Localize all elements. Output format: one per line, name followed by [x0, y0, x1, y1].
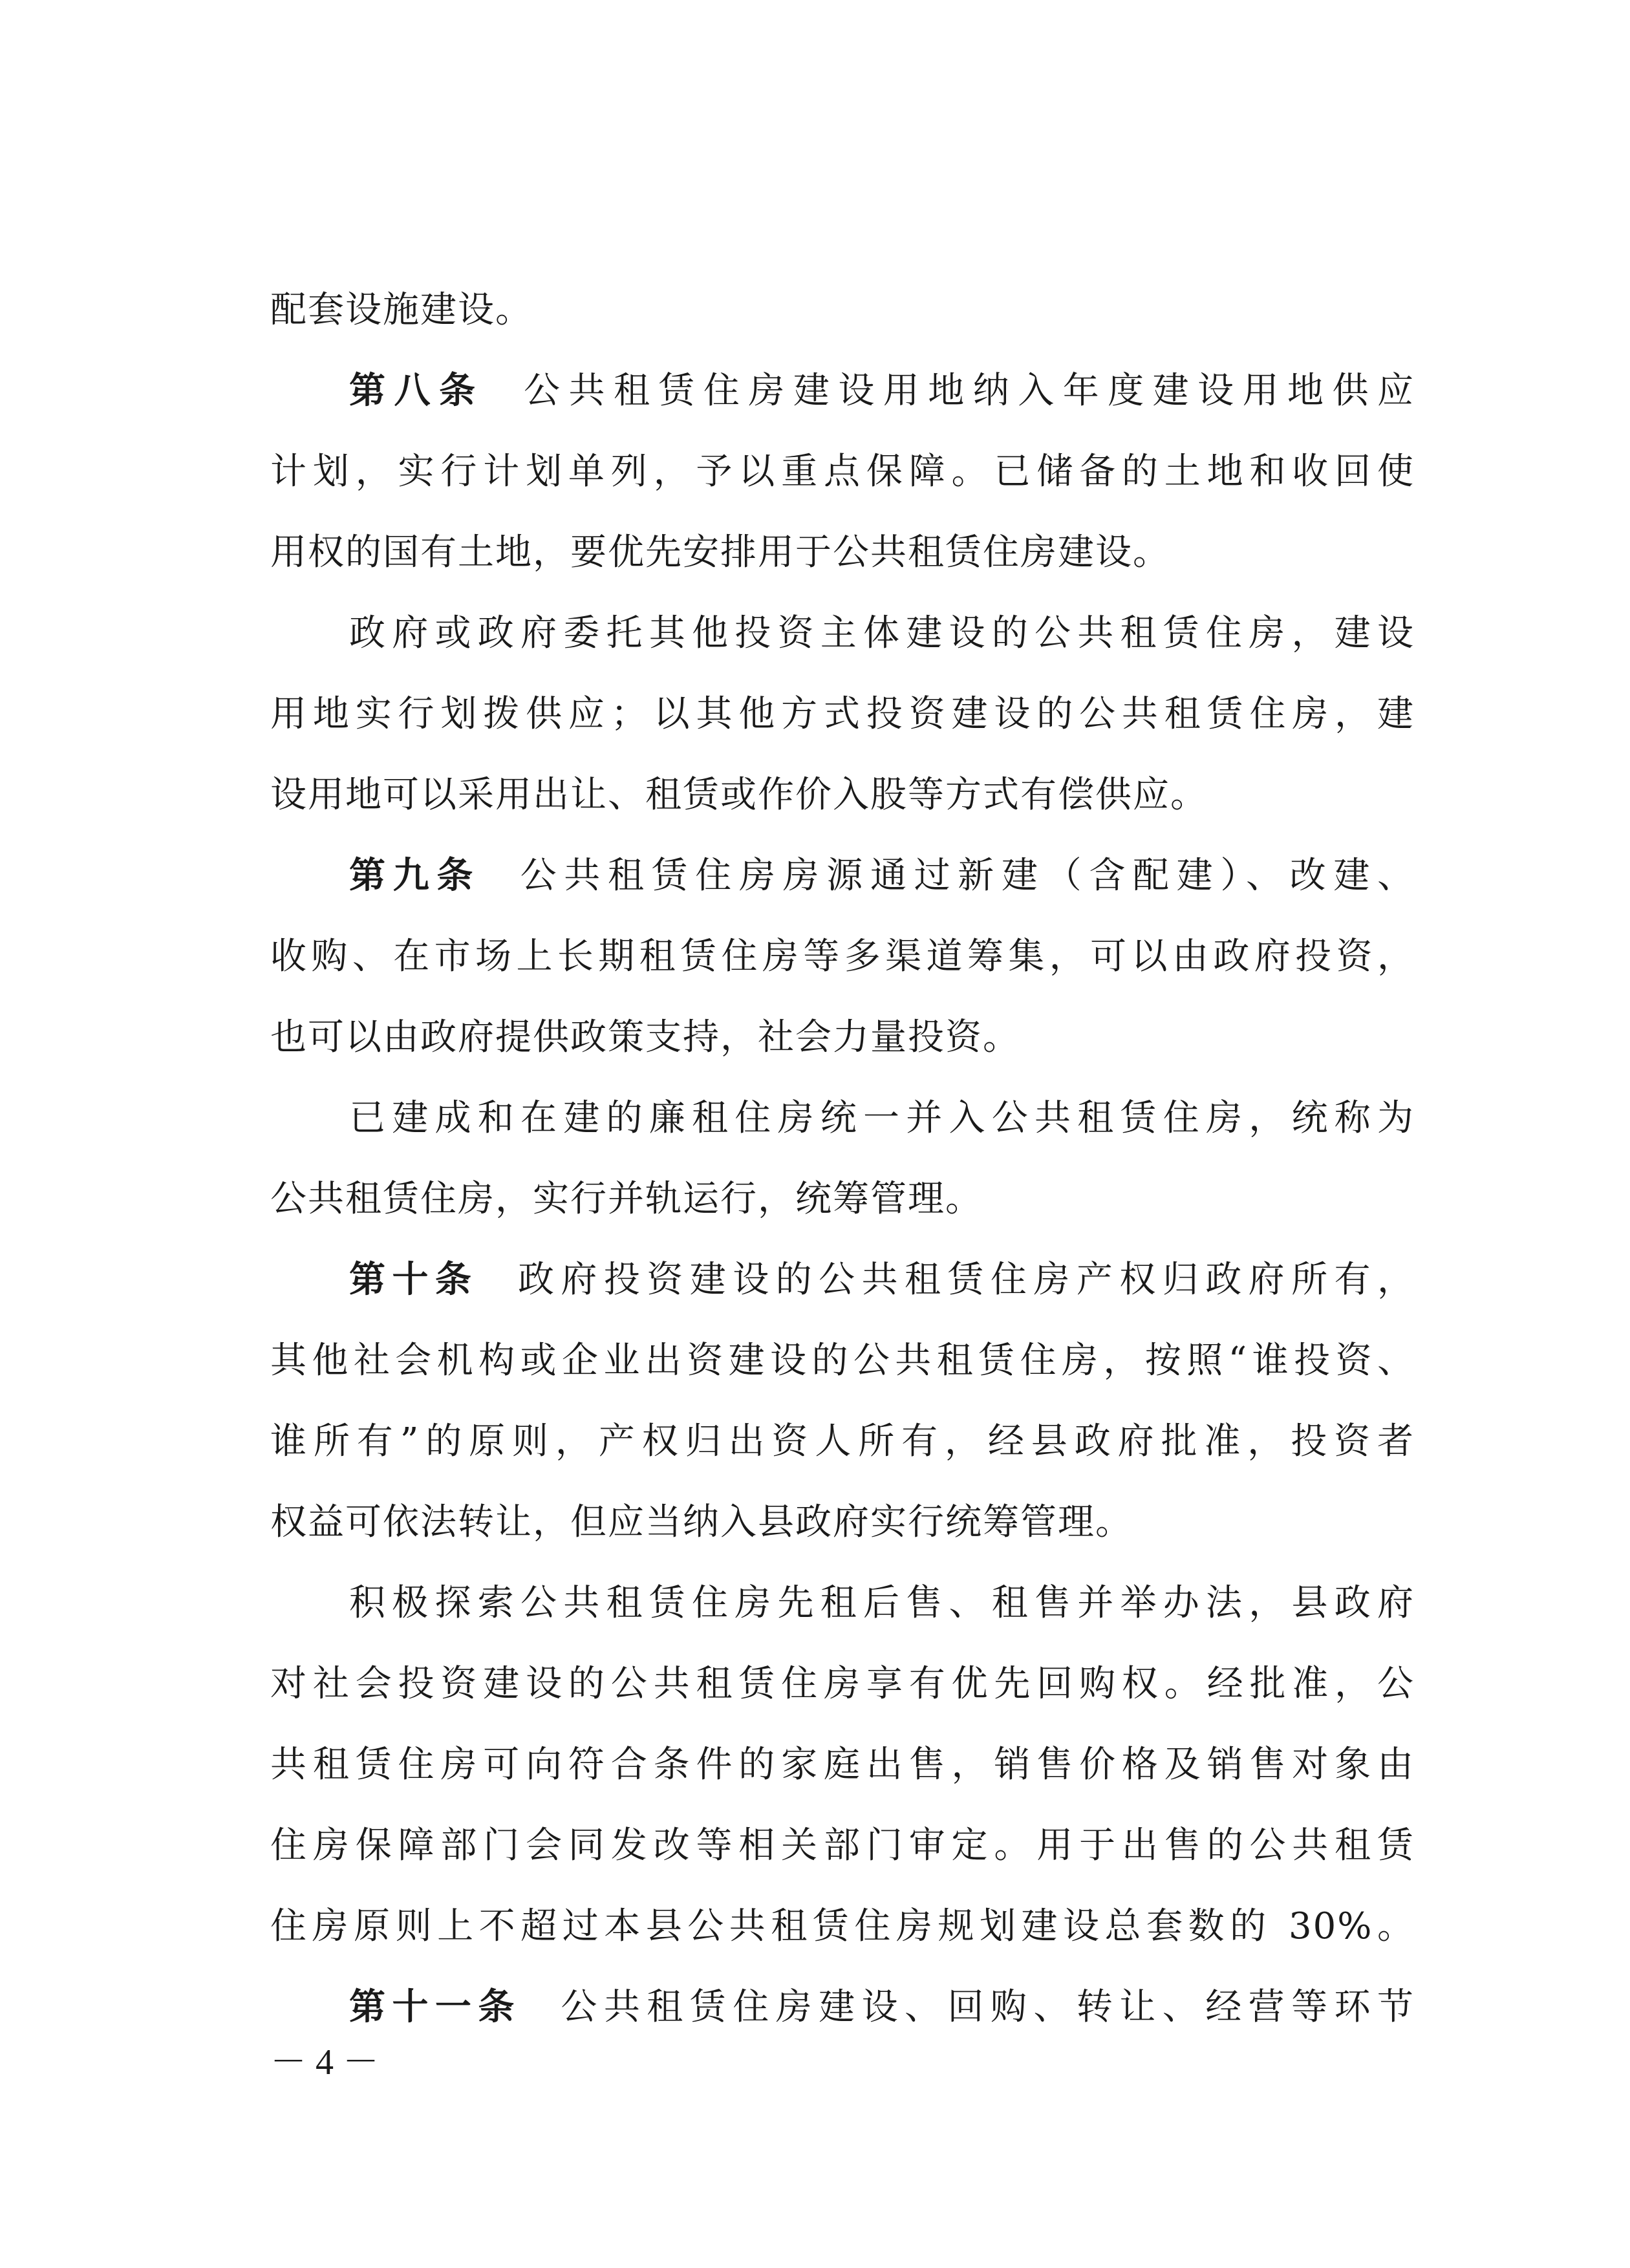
body-line [270, 1490, 1415, 1555]
line-text: 配套设施建设。 [270, 289, 533, 331]
line-text: 用地实行划拨供应；以其他方式投资建设的公共租赁住房，建 [270, 693, 1415, 735]
line-text: 计划，实行计划单列，予以重点保障。已储备的土地和收回使 [270, 451, 1415, 493]
line-text: 政府或政府委托其他投资主体建设的公共租赁住房，建设 [349, 612, 1415, 654]
article-number: 第十一条 [349, 1986, 521, 2028]
line-text: 公共租赁住房建设、回购、转让、经营等环节 [561, 1986, 1415, 2028]
line-text: 权益可依法转让，但应当纳入县政府实行统筹管理。 [270, 1501, 1133, 1543]
body-line [270, 682, 1415, 747]
line-text: 对社会投资建设的公共租赁住房享有优先回购权。经批准，公 [270, 1663, 1415, 1705]
body-line [270, 1813, 1415, 1878]
body-line [270, 278, 1415, 343]
line-text: 其他社会机构或企业出资建设的公共租赁住房，按照“谁投资、 [270, 1340, 1415, 1382]
line-text: 已建成和在建的廉租住房统一并入公共租赁住房，统称为 [349, 1097, 1415, 1139]
line-text: 公共租赁住房，实行并轨运行，统筹管理。 [270, 1178, 983, 1220]
body-line [270, 1167, 1415, 1232]
body-line [270, 1652, 1415, 1717]
article-number: 第十条 [349, 1259, 478, 1301]
article-number: 第八条 [349, 370, 484, 412]
body-line [270, 1409, 1415, 1474]
article-heading-line [349, 359, 1415, 423]
line-text: 积极探索公共租赁住房先租后售、租售并举办法，县政府 [349, 1582, 1415, 1624]
line-text: 共租赁住房可向符合条件的家庭出售，销售价格及销售对象由 [270, 1744, 1415, 1786]
line-text: 住房原则上不超过本县公共租赁住房规划建设总套数的 30%。 [270, 1905, 1415, 1947]
body-line [270, 520, 1415, 585]
body-line [270, 1894, 1415, 1959]
paragraph-first-line [349, 1086, 1415, 1151]
line-text: 也可以由政府提供政策支持，社会力量投资。 [270, 1016, 1020, 1058]
article-number: 第九条 [349, 855, 481, 897]
body-line [270, 925, 1415, 989]
line-text: 住房保障部门会同发改等相关部门审定。用于出售的公共租赁 [270, 1824, 1415, 1867]
line-text: 设用地可以采用出让、租赁或作价入股等方式有偿供应。 [270, 774, 1208, 816]
body-line [270, 763, 1415, 828]
article-heading-line [349, 1975, 1415, 2040]
body-line [270, 1733, 1415, 1797]
line-text: 公共租赁住房建设用地纳入年度建设用地供应 [524, 370, 1415, 412]
body-line [270, 1005, 1415, 1070]
page-number: － 4 － [270, 2042, 379, 2082]
body-line [270, 440, 1415, 504]
body-line [270, 1329, 1415, 1393]
article-heading-line [349, 1248, 1415, 1312]
line-text: 政府投资建设的公共租赁住房产权归政府所有， [517, 1259, 1415, 1301]
article-heading-line [349, 844, 1415, 908]
line-text: 谁所有”的原则，产权归出资人所有，经县政府批准，投资者 [270, 1420, 1415, 1462]
line-text: 公共租赁住房房源通过新建（含配建）、改建、 [520, 855, 1415, 897]
line-text: 收购、在市场上长期租赁住房等多渠道筹集，可以由政府投资， [270, 936, 1415, 978]
line-text: 用权的国有土地，要优先安排用于公共租赁住房建设。 [270, 531, 1170, 573]
paragraph-first-line [349, 1571, 1415, 1636]
paragraph-first-line [349, 601, 1415, 666]
